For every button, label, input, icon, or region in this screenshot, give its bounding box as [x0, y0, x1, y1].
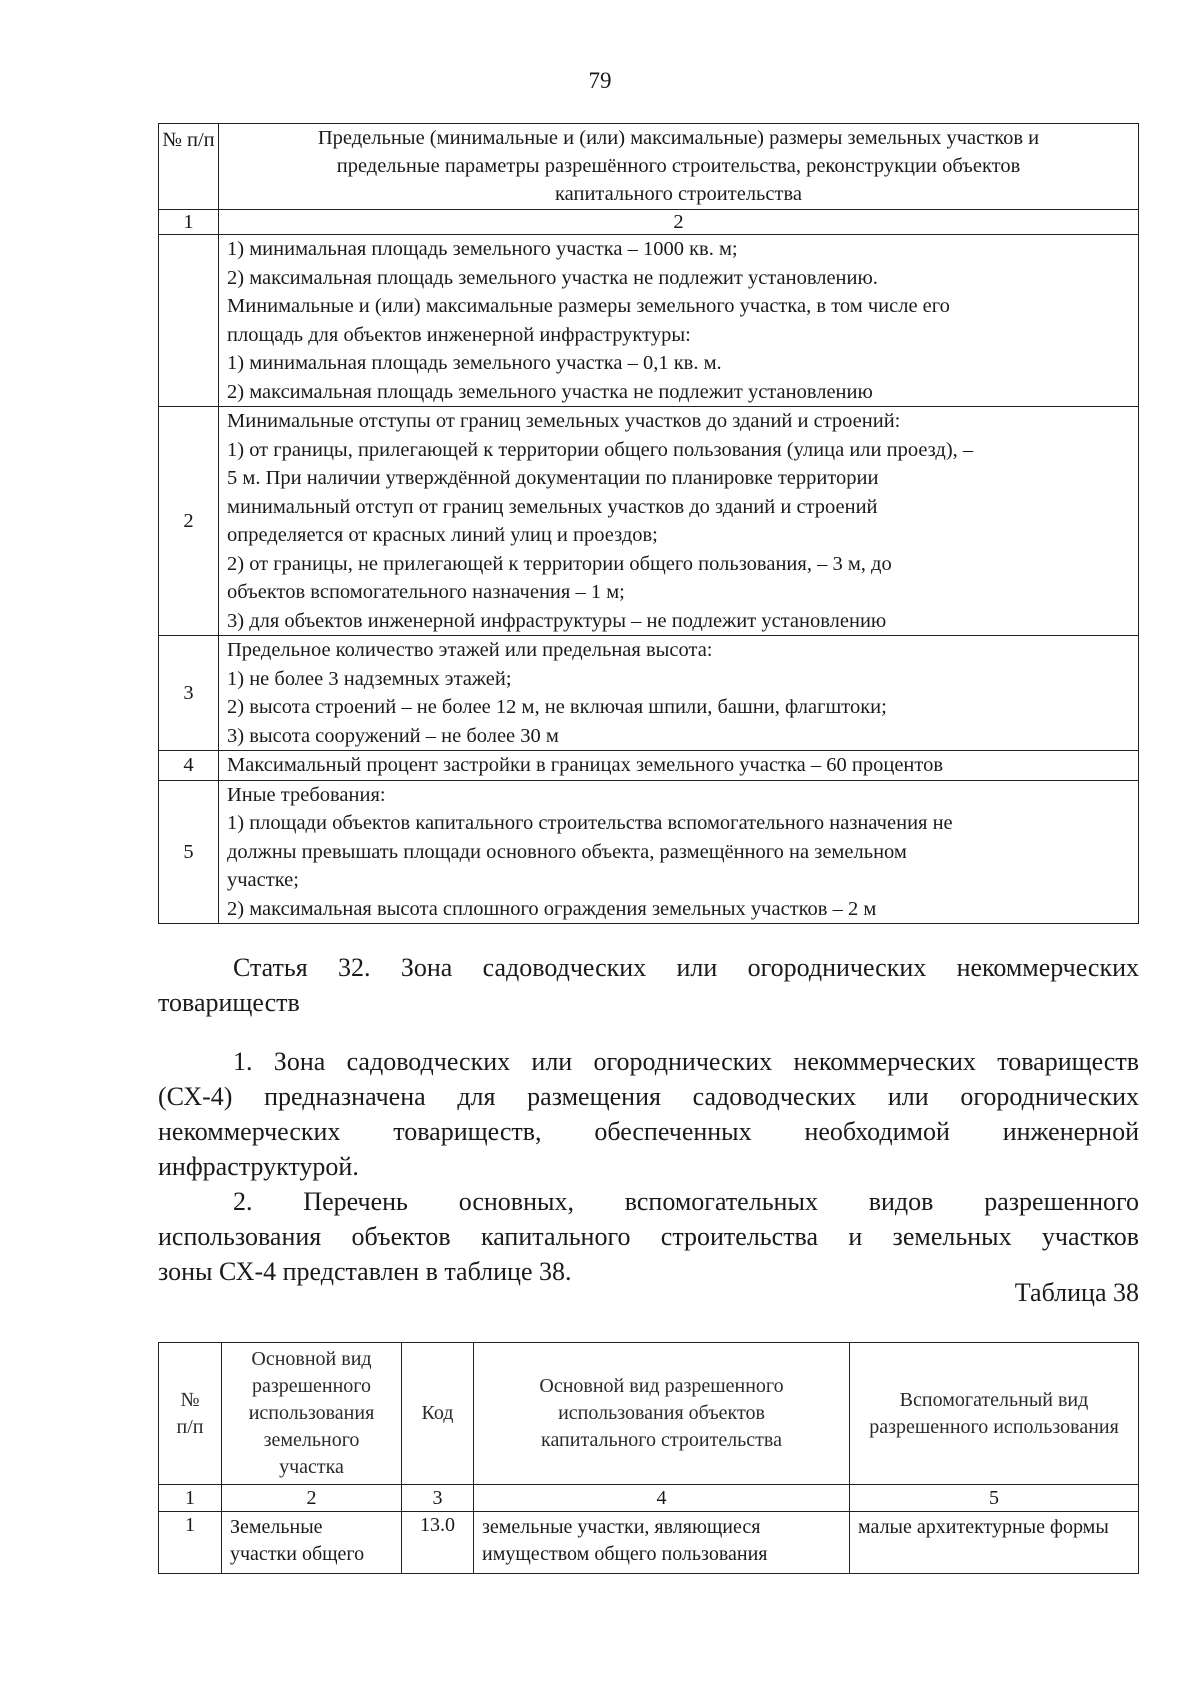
header-title-line: капитального строительства	[555, 183, 802, 205]
table-header-row	[159, 1343, 1139, 1485]
table-row	[159, 751, 1139, 781]
row-line: должны превышать площади основного объекта, размещённого на земельном	[227, 840, 907, 863]
land-use-table	[158, 1342, 1139, 1574]
header-land-use-cell: Основной вид разрешенного использования земельного участка	[222, 1343, 402, 1485]
row-line: 1) минимальная площадь земельного участка – 1000 кв. м;	[227, 238, 738, 260]
table-caption: Таблица 38	[1014, 1278, 1139, 1307]
article-heading-line: Статья 32. Зона садоводческих или огороднических некоммерческих	[233, 953, 1139, 982]
row-number: 1	[159, 1512, 222, 1574]
parameters-table	[158, 123, 1139, 924]
column-number: 3	[402, 1485, 474, 1512]
row-number: 4	[159, 751, 219, 781]
table-header-row	[159, 124, 1139, 210]
row-code: 13.0	[402, 1512, 474, 1574]
row-line: 5 м. При наличии утверждённой документации по планировке территории	[227, 467, 879, 489]
row-line: 2) максимальная площадь земельного участка не подлежит установлению	[227, 380, 873, 403]
row-number	[159, 235, 219, 407]
paragraph-line: использования объектов капитального строительства и земельных участков	[158, 1222, 1139, 1251]
row-content	[219, 407, 1139, 636]
row-line: объектов вспомогательного назначения – 1 м;	[227, 581, 625, 603]
article-heading-line: товариществ	[158, 988, 300, 1017]
paragraph-line: (СХ-4) предназначена для размещения садоводческих или огороднических	[158, 1082, 1139, 1111]
row-line: 2) от границы, не прилегающей к территории общего пользования, – 3 м, до	[227, 552, 892, 575]
table-row	[159, 780, 1139, 924]
table-row	[159, 636, 1139, 751]
header-code-cell: Код	[402, 1343, 474, 1485]
row-line: 1) минимальная площадь земельного участка – 0,1 кв. м.	[227, 352, 722, 374]
article-heading	[158, 950, 1139, 1020]
row-number: 2	[159, 407, 219, 636]
row-line: 1) от границы, прилегающей к территории общего пользования (улица или проезд), –	[227, 438, 974, 461]
row-content	[219, 636, 1139, 751]
row-line: участке;	[227, 869, 299, 891]
column-number: 1	[159, 1485, 222, 1512]
header-title-line: Предельные (минимальные и (или) максимальные) размеры земельных участков и	[317, 127, 1040, 149]
paragraph-1	[158, 1044, 1139, 1184]
header-capital-use-cell: Основной вид разрешенного использования объектов капитального строительства	[474, 1343, 850, 1485]
paragraph-line: инфраструктурой.	[158, 1152, 359, 1181]
paragraph-line: некоммерческих товариществ, обеспеченных необходимой инженерной	[158, 1117, 1139, 1146]
header-title-cell	[219, 124, 1139, 210]
column-number: 5	[850, 1485, 1139, 1512]
row-line: 3) высота сооружений – не более 30 м	[227, 724, 559, 747]
row-content	[219, 751, 1139, 781]
column-number: 1	[159, 210, 219, 235]
row-line: определяется от красных линий улиц и проездов;	[227, 524, 658, 546]
header-title-line: предельные параметры разрешённого строительства, реконструкции объектов	[336, 155, 1021, 177]
paragraph-2	[158, 1184, 1139, 1289]
table-row	[159, 407, 1139, 636]
row-line: площадь для объектов инженерной инфраструктуры:	[227, 323, 691, 346]
row-land-use: Земельные участки общего	[222, 1512, 402, 1574]
header-aux-use-cell: Вспомогательный вид разрешенного использования	[850, 1343, 1139, 1485]
row-line: минимальный отступ от границ земельных участков до зданий и строений	[227, 495, 878, 518]
row-line: Иные требования:	[227, 783, 386, 806]
column-number: 2	[219, 210, 1139, 235]
row-line: 1) не более 3 надземных этажей;	[227, 667, 512, 690]
table-row	[159, 235, 1139, 407]
row-line: 1) площади объектов капитального строительства вспомогательного назначения не	[227, 812, 953, 834]
row-line: 3) для объектов инженерной инфраструктуры – не подлежит установлению	[227, 609, 887, 632]
column-number: 2	[222, 1485, 402, 1512]
column-number-row	[159, 1485, 1139, 1512]
page-number: 79	[588, 68, 612, 93]
column-number: 4	[474, 1485, 850, 1512]
header-num-cell: № п/п	[159, 1343, 222, 1485]
row-number: 3	[159, 636, 219, 751]
column-number-row	[159, 210, 1139, 235]
row-content	[219, 235, 1139, 407]
row-line: 2) максимальная площадь земельного участка не подлежит установлению.	[227, 266, 878, 289]
row-line: Предельное количество этажей или предельная высота:	[227, 639, 713, 661]
row-line: 2) максимальная высота сплошного ограждения земельных участков – 2 м	[227, 897, 877, 920]
paragraph-line: 2. Перечень основных, вспомогательных видов разрешенного	[233, 1187, 1139, 1216]
row-capital-use: земельные участки, являющиеся имуществом общего пользования	[474, 1512, 850, 1574]
header-num-cell: № п/п	[159, 124, 219, 210]
row-number: 5	[159, 780, 219, 924]
row-line: Максимальный процент застройки в границах земельного участка – 60 процентов	[227, 754, 944, 776]
table-row	[159, 1512, 1139, 1574]
row-content	[219, 780, 1139, 924]
paragraph-line: зоны СХ-4 представлен в таблице 38.	[158, 1257, 572, 1286]
row-aux-use: малые архитектурные формы	[850, 1512, 1139, 1574]
row-line: Минимальные и (или) максимальные размеры земельного участка, в том числе его	[227, 295, 950, 317]
paragraph-line: 1. Зона садоводческих или огороднических некоммерческих товариществ	[233, 1047, 1139, 1076]
row-line: 2) высота строений – не более 12 м, не включая шпили, башни, флагштоки;	[227, 696, 887, 718]
row-line: Минимальные отступы от границ земельных участков до зданий и строений:	[227, 410, 901, 432]
